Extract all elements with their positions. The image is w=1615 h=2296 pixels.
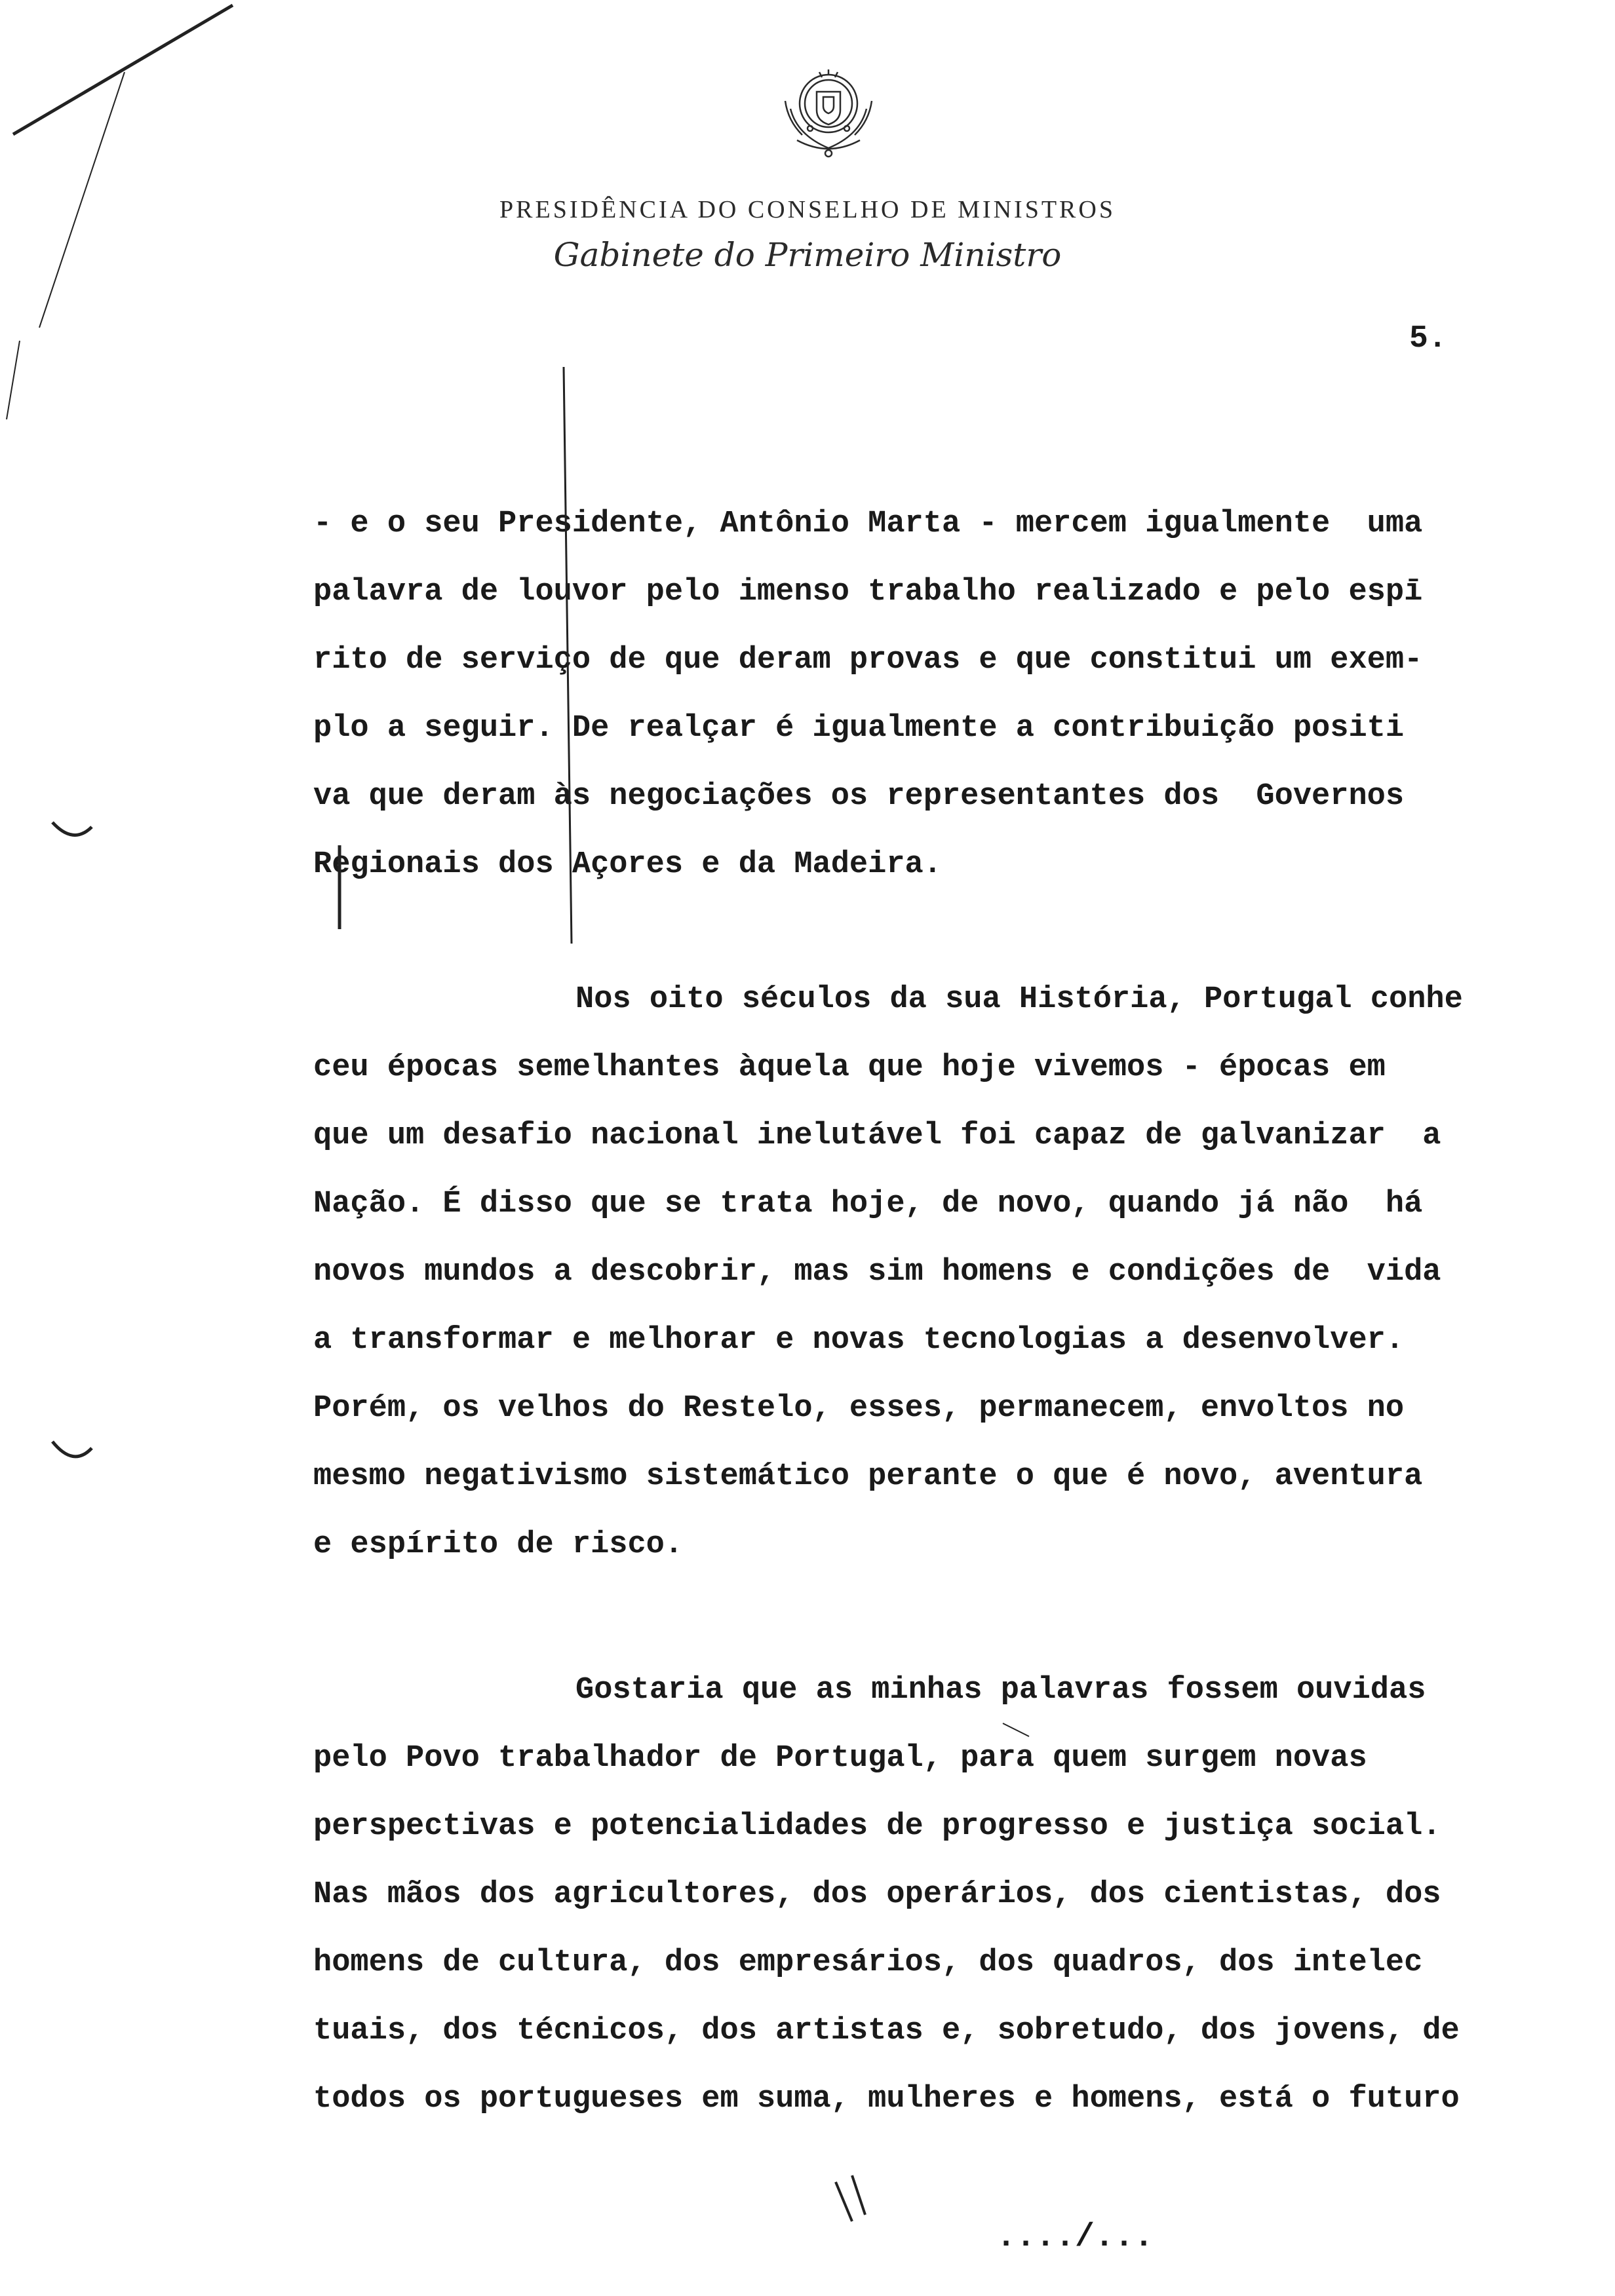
paragraph-2 [313,966,1572,1579]
handwritten-mark [836,2175,865,2221]
corner-stroke-mark [13,5,233,134]
text-line: que um desafio nacional inelutável foi capaz de galvanizar a [313,1119,1441,1153]
text-line: ceu épocas semelhantes àquela que hoje vivemos - épocas em [313,1050,1386,1085]
paragraph-3 [313,1656,1572,2133]
margin-stroke-mark [7,341,20,419]
text-line: homens de cultura, dos empresários, dos quadros, dos intelec [313,1945,1423,1980]
continuation-marker: ..../... [996,2219,1154,2256]
organization-heading: PRESIDÊNCIA DO CONSELHO DE MINISTROS [499,196,1116,223]
text-line: Nação. É disso que se trata hoje, de novo, quando já não há [313,1187,1423,1221]
text-line: pelo Povo trabalhador de Portugal, para quem surgem novas [313,1741,1367,1776]
text-line: Gostaria que as minhas palavras fossem ouvidas [575,1673,1426,1708]
text-line: plo a seguir. De realçar é igualmente a contribuição positi [313,711,1405,746]
text-line: perspectivas e potencialidades de progresso e justiça social. [313,1809,1441,1844]
text-line: rito de serviço de que deram provas e que constitui um exem- [313,643,1423,678]
text-line: - e o seu Presidente, Antônio Marta - mercem igualmente uma [313,507,1423,541]
text-line: Nas mãos dos agricultores, dos operários, dos cientistas, dos [313,1877,1441,1912]
page-number: 5. [1409,321,1447,356]
text-line: palavra de louvor pelo imenso trabalho realizado e pelo espī [313,575,1423,609]
text-line: va que deram às negociações os representantes dos Governos [313,779,1405,814]
text-line: mesmo negativismo sistemático perante o que é novo, aventura [313,1459,1423,1494]
hole-punch-mark [52,1442,92,1457]
text-line: Regionais dos Açores e da Madeira. [313,847,942,882]
text-line: Porém, os velhos do Restelo, esses, permanecem, envoltos no [313,1391,1405,1426]
office-signature-line: Gabinete do Primeiro Ministro [553,236,1062,274]
text-line: e espírito de risco. [313,1527,684,1562]
text-line: tuais, dos técnicos, dos artistas e, sobretudo, dos jovens, de [313,2014,1460,2048]
text-line: a transformar e melhorar e novas tecnologias a desenvolver. [313,1323,1405,1358]
text-line: novos mundos a descobrir, mas sim homens e condições de vida [313,1255,1441,1290]
text-line: Nos oito séculos da sua História, Portugal conhe [575,982,1463,1017]
coat-of-arms-seal-icon [771,63,886,161]
paragraph-1 [313,490,1572,899]
hole-punch-mark [52,822,92,835]
text-line: todos os portugueses em suma, mulheres e homens, está o futuro [313,2082,1460,2116]
